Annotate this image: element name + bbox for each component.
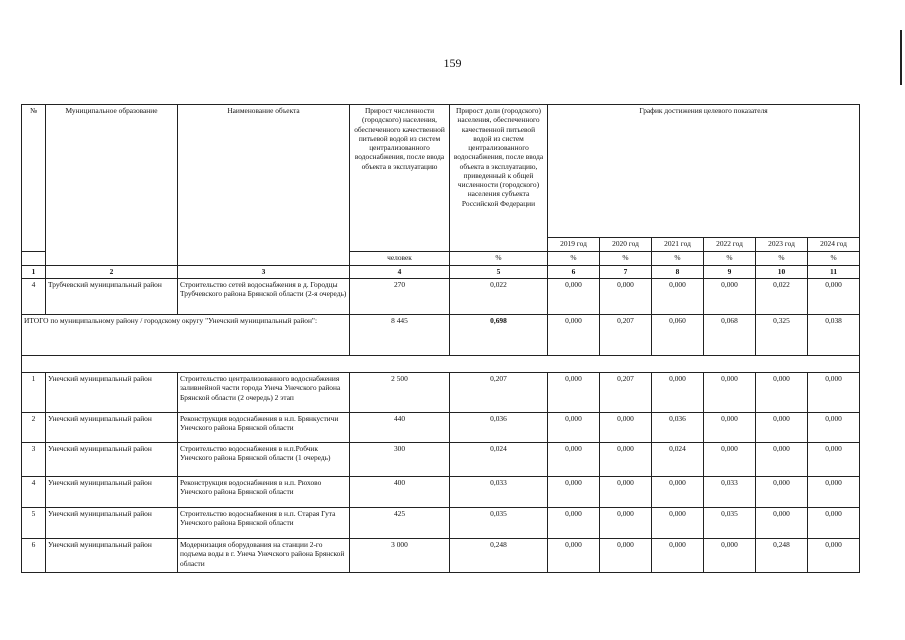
row-year-value: 0,000 — [652, 477, 704, 508]
table-row — [22, 477, 860, 508]
row-year-value: 0,000 — [548, 413, 600, 443]
row-num: 4 — [22, 477, 46, 508]
total-year-value: 0,038 — [808, 315, 860, 356]
row-year-value: 0,000 — [808, 539, 860, 573]
header-object: Наименование объекта — [178, 105, 350, 266]
row-share: 0,035 — [450, 508, 548, 539]
row-year-value: 0,000 — [756, 443, 808, 477]
row-share: 0,248 — [450, 539, 548, 573]
row-year-value: 0,248 — [756, 539, 808, 573]
total-year-value: 0,325 — [756, 315, 808, 356]
row-municipality: Унечский муниципальный район — [46, 413, 178, 443]
row-people: 270 — [350, 279, 450, 315]
water-supply-table — [21, 104, 860, 573]
row-object: Реконструкция водоснабжения в н.п. Рюхово Унечского района Брянской области — [178, 477, 350, 508]
row-object: Строительство водоснабжения в н.п. Старая Гута Унечского района Брянской области — [178, 508, 350, 539]
row-year-value: 0,024 — [652, 443, 704, 477]
column-number: 6 — [548, 266, 600, 279]
total-year-value: 0,207 — [600, 315, 652, 356]
row-num: 5 — [22, 508, 46, 539]
row-people: 425 — [350, 508, 450, 539]
total-year-value: 0,068 — [704, 315, 756, 356]
row-year-value: 0,000 — [600, 279, 652, 315]
header-share-growth: Прирост доли (городского) населения, обеспеченного качественной питьевой водой из систем централизованного водоснабжения, после ввода объекта в эксплуатацию, приведенный к общей численности (городского) населения субъекта Российской Федерации — [450, 105, 548, 252]
row-year-value: 0,035 — [704, 508, 756, 539]
row-year-value: 0,000 — [808, 508, 860, 539]
table-row — [22, 413, 860, 443]
column-number: 10 — [756, 266, 808, 279]
row-year-value: 0,000 — [600, 508, 652, 539]
row-people: 400 — [350, 477, 450, 508]
spacer-row — [22, 356, 860, 373]
row-year-value: 0,000 — [548, 539, 600, 573]
row-year-value: 0,000 — [600, 443, 652, 477]
table-row — [22, 539, 860, 573]
header-year: 2023 год — [756, 238, 808, 252]
unit-cell: % — [548, 252, 600, 266]
row-year-value: 0,000 — [756, 373, 808, 413]
row-year-value: 0,000 — [600, 539, 652, 573]
column-number: 4 — [350, 266, 450, 279]
row-year-value: 0,000 — [548, 508, 600, 539]
header-year: 2022 год — [704, 238, 756, 252]
total-share: 0,698 — [450, 315, 548, 356]
row-share: 0,207 — [450, 373, 548, 413]
unit-cell: % — [808, 252, 860, 266]
header-year: 2021 год — [652, 238, 704, 252]
total-label: ИТОГО по муниципальному району / городскому округу "Унечский муниципальный район": — [22, 315, 350, 356]
row-year-value: 0,000 — [704, 279, 756, 315]
row-year-value: 0,000 — [600, 413, 652, 443]
row-people: 2 500 — [350, 373, 450, 413]
row-year-value: 0,036 — [652, 413, 704, 443]
total-year-value: 0,000 — [548, 315, 600, 356]
column-number: 1 — [22, 266, 46, 279]
column-number: 11 — [808, 266, 860, 279]
row-year-value: 0,000 — [704, 443, 756, 477]
row-year-value: 0,000 — [548, 477, 600, 508]
row-municipality: Унечский муниципальный район — [46, 477, 178, 508]
row-year-value: 0,000 — [808, 413, 860, 443]
row-year-value: 0,000 — [704, 373, 756, 413]
header-pop-growth: Прирост численности (городского) населения, обеспеченного качественной питьевой водой из систем централизованного водоснабжения, после ввода объекта в эксплуатацию — [350, 105, 450, 252]
header-year: 2019 год — [548, 238, 600, 252]
row-year-value: 0,000 — [756, 413, 808, 443]
row-num: 4 — [22, 279, 46, 315]
row-year-value: 0,000 — [808, 373, 860, 413]
table-row — [22, 508, 860, 539]
spacer-cell — [22, 356, 860, 373]
units-empty — [22, 252, 46, 266]
total-people: 8 445 — [350, 315, 450, 356]
row-year-value: 0,033 — [704, 477, 756, 508]
row-object: Реконструкция водоснабжения в н.п. Брянкустичи Унечского района Брянской области — [178, 413, 350, 443]
column-number: 9 — [704, 266, 756, 279]
unit-cell: % — [600, 252, 652, 266]
row-share: 0,033 — [450, 477, 548, 508]
page-number: 159 — [443, 56, 462, 70]
row-people: 3 000 — [350, 539, 450, 573]
header-municipality: Муниципальное образование — [46, 105, 178, 266]
row-people: 440 — [350, 413, 450, 443]
row-year-value: 0,000 — [600, 477, 652, 508]
row-year-value: 0,000 — [652, 508, 704, 539]
row-num: 6 — [22, 539, 46, 573]
table-row — [22, 279, 860, 315]
row-share: 0,036 — [450, 413, 548, 443]
row-object: Строительство централизованного водоснабжения заливнейной части города Унеча Унечского района Брянской области (2 очередь) 2 этап — [178, 373, 350, 413]
row-year-value: 0,000 — [756, 477, 808, 508]
row-object: Строительство сетей водоснабжения в д. Городцы Трубчевского района Брянской области (2-я очередь) — [178, 279, 350, 315]
total-row — [22, 315, 860, 356]
row-year-value: 0,022 — [756, 279, 808, 315]
row-share: 0,022 — [450, 279, 548, 315]
scan-margin-line — [900, 30, 902, 85]
row-year-value: 0,000 — [548, 443, 600, 477]
column-number: 8 — [652, 266, 704, 279]
unit-cell: % — [756, 252, 808, 266]
row-year-value: 0,000 — [704, 539, 756, 573]
column-number: 2 — [46, 266, 178, 279]
row-year-value: 0,000 — [808, 477, 860, 508]
row-num: 1 — [22, 373, 46, 413]
row-municipality: Унечский муниципальный район — [46, 508, 178, 539]
row-year-value: 0,000 — [652, 373, 704, 413]
unit-cell: % — [450, 252, 548, 266]
row-object: Модернизация оборудования на станции 2-го подъема воды в г. Унеча Унечского района Брянской области — [178, 539, 350, 573]
row-num: 3 — [22, 443, 46, 477]
total-year-value: 0,060 — [652, 315, 704, 356]
table-row — [22, 443, 860, 477]
column-number: 7 — [600, 266, 652, 279]
row-municipality: Унечский муниципальный район — [46, 373, 178, 413]
row-year-value: 0,000 — [652, 539, 704, 573]
row-object: Строительство водоснабжения в н.п.Робчик Унечского района Брянской области (1 очередь) — [178, 443, 350, 477]
row-year-value: 0,000 — [756, 508, 808, 539]
unit-cell: % — [652, 252, 704, 266]
header-schedule: График достижения целевого показателя — [548, 105, 860, 238]
column-numbers-row — [22, 266, 860, 279]
row-year-value: 0,000 — [652, 279, 704, 315]
unit-cell: человек — [350, 252, 450, 266]
header-num: № — [22, 105, 46, 252]
table-row — [22, 373, 860, 413]
unit-cell: % — [704, 252, 756, 266]
header-year: 2020 год — [600, 238, 652, 252]
row-year-value: 0,000 — [808, 279, 860, 315]
header-row — [22, 105, 860, 238]
row-share: 0,024 — [450, 443, 548, 477]
row-year-value: 0,207 — [600, 373, 652, 413]
row-year-value: 0,000 — [808, 443, 860, 477]
row-municipality: Трубчевский муниципальный район — [46, 279, 178, 315]
row-year-value: 0,000 — [704, 413, 756, 443]
row-num: 2 — [22, 413, 46, 443]
column-number: 5 — [450, 266, 548, 279]
header-year: 2024 год — [808, 238, 860, 252]
row-people: 300 — [350, 443, 450, 477]
row-municipality: Унечский муниципальный район — [46, 443, 178, 477]
column-number: 3 — [178, 266, 350, 279]
row-year-value: 0,000 — [548, 373, 600, 413]
row-municipality: Унечский муниципальный район — [46, 539, 178, 573]
row-year-value: 0,000 — [548, 279, 600, 315]
